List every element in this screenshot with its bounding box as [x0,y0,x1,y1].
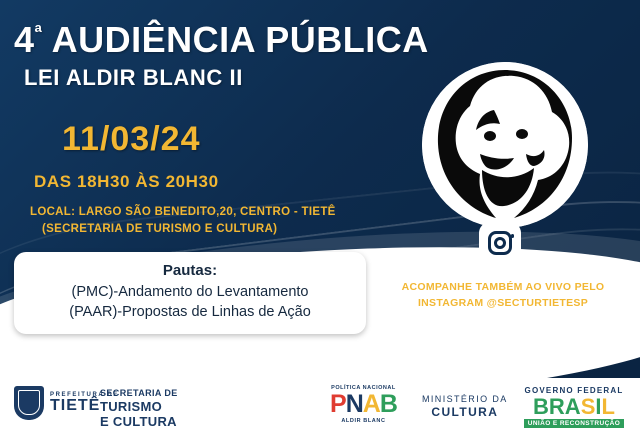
instagram-icon-dot [511,234,515,238]
instagram-caption-line-1: ACOMPANHE TAMBÉM AO VIVO PELO [401,281,605,293]
tiete-prefix: PREFEITURA DE [50,392,119,398]
page-title [14,19,429,60]
pnab-sub-text: ALDIR BLANC [341,418,386,424]
pnab-letter-a: A [362,390,380,418]
event-time: DAS 18H30 ÀS 20H30 [34,172,219,191]
agenda-box [14,252,366,334]
logo-secretaria-turismo-cultura [100,388,178,429]
secretaria-line-3: E CULTURA [100,413,177,429]
pnab-wordmark [330,392,397,417]
event-location [30,204,336,239]
page-subtitle: LEI ALDIR BLANC II [24,64,243,90]
pnab-letter-b: B [379,390,397,418]
portrait-aldir-blanc [422,62,588,228]
secretaria-line-2: TURISMO [100,398,163,414]
governo-top-text: GOVERNO FEDERAL [524,386,624,395]
event-date: 11/03/24 [62,120,201,158]
agenda-item: (PAAR)-Propostas de Linhas de Ação [69,303,311,320]
logo-ministerio-cultura [422,394,508,420]
location-line-1: LOCAL: LARGO SÃO BENEDITO,20, CENTRO - TIETÊ [30,206,336,218]
secretaria-line-1: SECRETARIA DE [100,388,178,398]
ministerio-line-1: MINISTÉRIO DA [422,394,508,404]
logo-governo-federal [524,386,624,428]
title-ordinal-suffix: ª [34,22,43,44]
location-line-2: (SECRETARIA DE TURISMO E CULTURA) [42,223,278,236]
title-ordinal: 4 [14,19,35,60]
instagram-icon-lens [494,237,506,249]
title-main-text: AUDIÊNCIA PÚBLICA [51,19,429,60]
pnab-letter-n: N [345,390,363,418]
footer-logos [0,378,640,440]
instagram-caption [398,280,608,312]
pnab-letter-p: P [330,390,346,418]
headline-block [14,19,429,91]
logo-pnab [330,385,397,424]
tiete-name: TIETÊ [50,397,101,414]
coat-of-arms-icon [14,386,44,420]
instagram-icon[interactable] [479,222,521,264]
instagram-caption-line-2: INSTAGRAM @SECTURTIETESP [417,296,589,309]
agenda-item: (PMC)-Andamento do Levantamento [71,284,309,300]
agenda-title: Pautas: [162,262,218,279]
governo-sub-text: UNIÃO E RECONSTRUÇÃO [524,419,624,428]
brasil-wordmark: BRASIL [533,394,615,419]
ministerio-line-2: CULTURA [431,405,499,420]
pnab-top-text: POLÍTICA NACIONAL [331,385,396,391]
